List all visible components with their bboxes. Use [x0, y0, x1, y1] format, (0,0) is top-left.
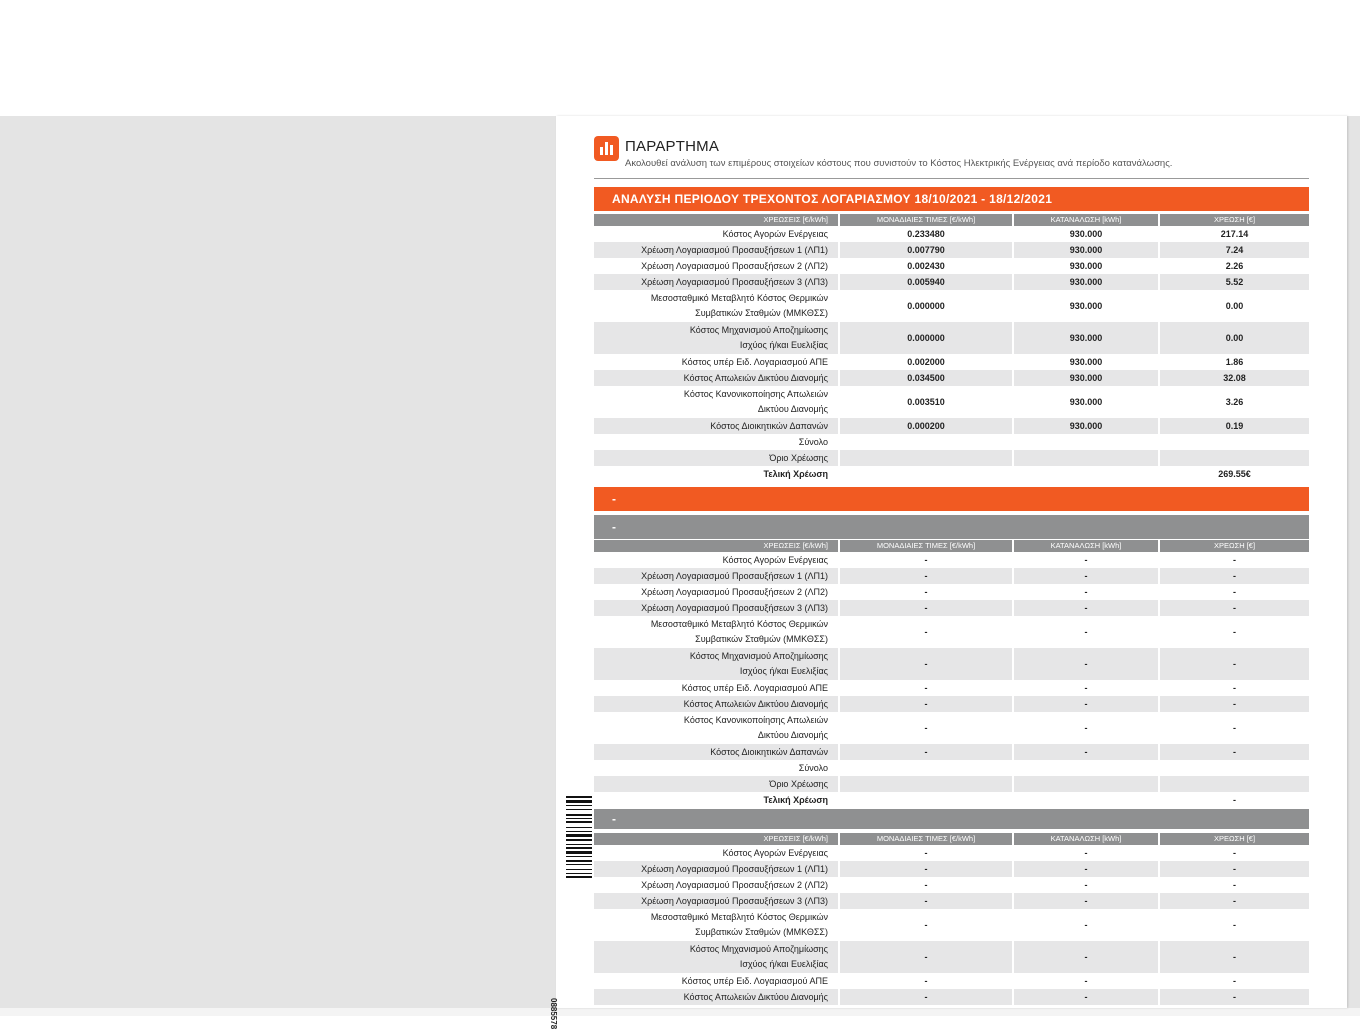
row-label-line: Κόστος Κανονικοποίησης Απωλειών [683, 389, 828, 399]
row-label-line: Κόστος Κανονικοποίησης Απωλειών [683, 715, 828, 725]
serial-number: 0885578 [549, 998, 558, 1029]
column-header: ΜΟΝΑΔΙΑΙΕΣ ΤΙΜΕΣ [€/kWh] [840, 214, 1012, 226]
row-label [594, 386, 838, 418]
unit-price-cell: - [840, 696, 1012, 712]
column-header: ΜΟΝΑΔΙΑΙΕΣ ΤΙΜΕΣ [€/kWh] [840, 540, 1012, 552]
unit-price-cell: - [924, 587, 928, 597]
charge-cell: 7.24 [1160, 242, 1309, 258]
charge-cell: 217.14 [1220, 229, 1249, 239]
consumption-cell [1014, 760, 1158, 776]
table-header [594, 833, 1309, 845]
charge-cell: 3.26 [1225, 397, 1244, 407]
section-title: ΑΝΑΛΥΣΗ ΠΕΡΙΟΔΟΥ ΤΡΕΧΟΝΤΟΣ ΛΟΓΑΡΙΑΣΜΟΥ 18/10/2021 - 18/12/2021 [594, 187, 1309, 211]
consumption-cell: - [1084, 555, 1088, 565]
unit-price-cell: - [840, 893, 1012, 909]
table-row [594, 434, 1309, 450]
unit-price-cell: - [840, 568, 1012, 584]
charge-cell [1160, 760, 1309, 776]
table-row [594, 450, 1309, 466]
table-row [594, 845, 1309, 861]
table-row [594, 354, 1309, 370]
row-label [594, 680, 838, 696]
table-row [594, 370, 1309, 386]
table-row [594, 386, 1309, 418]
charge-cell [1160, 434, 1309, 450]
row-label-line: Χρέωση Λογαριασμού Προσαυξήσεων 2 (ΛΠ2) [641, 879, 828, 890]
unit-price-cell [840, 760, 1012, 776]
row-label-line: Χρέωση Λογαριασμού Προσαυξήσεων 3 (ΛΠ3) [641, 602, 828, 613]
charge-cell: - [1160, 744, 1309, 760]
row-label [594, 989, 838, 1005]
row-label-line: Όριο Χρέωσης [769, 452, 828, 463]
unit-price-cell: 0.002430 [907, 261, 945, 271]
consumption-cell: 930.000 [1069, 301, 1103, 311]
divider [594, 178, 1309, 179]
unit-price-cell: - [924, 920, 928, 930]
unit-price-cell [840, 434, 1012, 450]
row-label [594, 274, 838, 290]
table-row [594, 909, 1309, 941]
table-row [594, 973, 1309, 989]
consumption-cell [1014, 776, 1158, 792]
consumption-cell: 930.000 [1069, 397, 1103, 407]
row-label [594, 552, 838, 568]
consumption-cell: - [1084, 683, 1088, 693]
unit-price-cell: - [840, 861, 1012, 877]
row-label [594, 648, 838, 680]
row-label [594, 616, 838, 648]
table-row [594, 274, 1309, 290]
consumption-cell: - [1014, 941, 1158, 973]
column-header: ΧΡΕΩΣΕΙΣ [€/kWh] [594, 540, 838, 552]
unit-price-cell [840, 466, 1012, 482]
consumption-cell: 930.000 [1069, 229, 1103, 239]
row-label-line: Κόστος Απωλειών Δικτύου Διανομής [683, 698, 828, 709]
unit-price-cell: - [924, 976, 928, 986]
row-label [594, 760, 838, 776]
row-label-line: Δικτύου Διανομής [757, 404, 828, 414]
unit-price-cell: 0.000000 [907, 301, 945, 311]
row-label-line: Χρέωση Λογαριασμού Προσαυξήσεων 1 (ΛΠ1) [641, 244, 828, 255]
row-label-line: Κόστος Απωλειών Δικτύου Διανομής [683, 372, 828, 383]
unit-price-cell: 0.007790 [840, 242, 1012, 258]
row-label [594, 941, 838, 973]
row-label-line: Συμβατικών Σταθμών (ΜΜΚΘΣΣ) [695, 308, 828, 318]
column-header: ΚΑΤΑΝΑΛΩΣΗ [kWh] [1014, 833, 1158, 845]
row-label [594, 450, 838, 466]
charge-cell: - [1233, 723, 1236, 733]
row-label [594, 776, 838, 792]
consumption-cell: - [1014, 861, 1158, 877]
row-label-line: Μεσοσταθμικό Μεταβλητό Κόστος Θερμικών [650, 619, 828, 629]
row-label [594, 584, 838, 600]
charge-cell: - [1233, 683, 1236, 693]
row-label-line: Ισχύος ή/και Ευελιξίας [739, 666, 828, 676]
table-row [594, 648, 1309, 680]
page-title: ΠΑΡΑΡΤΗΜΑ [625, 138, 720, 155]
consumption-cell: - [1084, 587, 1088, 597]
charge-cell: 0.00 [1160, 322, 1309, 354]
charges-table [594, 833, 1309, 1005]
row-label-line: Τελική Χρέωση [763, 794, 828, 805]
table-row [594, 258, 1309, 274]
page-subtitle: Ακολουθεί ανάλυση των επιμέρους στοιχείων κόστους που συνιστούν το Κόστος Ηλεκτρικής Ενέργειας ανά περίοδο κατανάλωσης. [625, 158, 1173, 169]
charge-cell: 0.19 [1160, 418, 1309, 434]
table-row [594, 600, 1309, 616]
subsection-title: - [594, 809, 1309, 829]
unit-price-cell: - [840, 989, 1012, 1005]
subsection-title: - [594, 515, 1309, 539]
row-label-line: Ισχύος ή/και Ευελιξίας [739, 340, 828, 350]
consumption-cell: - [1014, 744, 1158, 760]
row-label [594, 568, 838, 584]
table-row [594, 584, 1309, 600]
column-header: ΧΡΕΩΣΗ [€] [1160, 833, 1309, 845]
consumption-cell: 930.000 [1069, 357, 1103, 367]
row-label-line: Χρέωση Λογαριασμού Προσαυξήσεων 2 (ΛΠ2) [641, 260, 828, 271]
charge-cell: - [1233, 555, 1236, 565]
row-label-line: Δικτύου Διανομής [757, 730, 828, 740]
row-label [594, 354, 838, 370]
row-label [594, 792, 838, 808]
consumption-cell: - [1084, 976, 1088, 986]
unit-price-cell [840, 776, 1012, 792]
table-row [594, 760, 1309, 776]
row-label-line: Ισχύος ή/και Ευελιξίας [739, 959, 828, 969]
charge-cell: - [1160, 989, 1309, 1005]
row-label-line: Κόστος Διοικητικών Δαπανών [710, 420, 828, 431]
unit-price-cell: 0.000000 [840, 322, 1012, 354]
charge-cell: - [1160, 568, 1309, 584]
table-row [594, 877, 1309, 893]
table-row [594, 680, 1309, 696]
charge-cell: 269.55€ [1218, 469, 1251, 479]
table-header [594, 214, 1309, 226]
row-label-line: Κόστος Αγορών Ενέργειας [722, 847, 828, 858]
row-label-line: Κόστος Μηχανισμού Αποζημίωσης [689, 651, 828, 661]
consumption-cell: - [1084, 880, 1088, 890]
row-label-line: Κόστος Απωλειών Δικτύου Διανομής [683, 991, 828, 1002]
row-label-line: Χρέωση Λογαριασμού Προσαυξήσεων 3 (ΛΠ3) [641, 276, 828, 287]
row-label [594, 226, 838, 242]
charge-cell [1160, 776, 1309, 792]
barcode-image [566, 796, 592, 932]
unit-price-cell: - [924, 627, 928, 637]
consumption-cell: - [1084, 920, 1088, 930]
row-label-line: Κόστος Μηχανισμού Αποζημίωσης [689, 944, 828, 954]
row-label [594, 744, 838, 760]
charge-cell: - [1233, 880, 1236, 890]
charge-cell: - [1160, 861, 1309, 877]
charge-cell: 2.26 [1225, 261, 1244, 271]
table-row [594, 616, 1309, 648]
consumption-cell: - [1014, 893, 1158, 909]
table-row [594, 568, 1309, 584]
unit-price-cell: - [840, 648, 1012, 680]
row-label-line: Κόστος Διοικητικών Δαπανών [710, 746, 828, 757]
unit-price-cell: - [924, 683, 928, 693]
row-label-line: Συμβατικών Σταθμών (ΜΜΚΘΣΣ) [695, 927, 828, 937]
table-row [594, 989, 1309, 1005]
column-header: ΚΑΤΑΝΑΛΩΣΗ [kWh] [1014, 214, 1158, 226]
consumption-cell: 930.000 [1014, 274, 1158, 290]
consumption-cell: 930.000 [1014, 242, 1158, 258]
consumption-cell: - [1084, 848, 1088, 858]
consumption-cell [1014, 450, 1158, 466]
consumption-cell: 930.000 [1014, 418, 1158, 434]
row-label-line: Κόστος υπέρ Ειδ. Λογαριασμού ΑΠΕ [681, 682, 828, 693]
charge-cell: - [1233, 920, 1236, 930]
column-header: ΧΡΕΩΣΕΙΣ [€/kWh] [594, 214, 838, 226]
table-row [594, 322, 1309, 354]
charge-cell: - [1233, 976, 1236, 986]
viewer-bottom-strip [0, 1008, 1360, 1016]
consumption-cell: - [1014, 648, 1158, 680]
unit-price-cell: 0.003510 [907, 397, 945, 407]
consumption-cell: - [1014, 568, 1158, 584]
consumption-cell: - [1014, 696, 1158, 712]
unit-price-cell: - [924, 848, 928, 858]
charge-cell: - [1160, 600, 1309, 616]
column-header: ΧΡΕΩΣΗ [€] [1160, 540, 1309, 552]
charge-cell: - [1160, 941, 1309, 973]
row-label-line: Κόστος Αγορών Ενέργειας [722, 228, 828, 239]
unit-price-cell: - [924, 723, 928, 733]
row-label-line: Χρέωση Λογαριασμού Προσαυξήσεων 2 (ΛΠ2) [641, 586, 828, 597]
charges-table [594, 214, 1309, 482]
unit-price-cell: - [924, 555, 928, 565]
row-label-line: Μεσοσταθμικό Μεταβλητό Κόστος Θερμικών [650, 912, 828, 922]
unit-price-cell: - [840, 600, 1012, 616]
row-label-line: Μεσοσταθμικό Μεταβλητό Κόστος Θερμικών [650, 293, 828, 303]
unit-price-cell: 0.002000 [907, 357, 945, 367]
row-label [594, 893, 838, 909]
unit-price-cell [840, 450, 1012, 466]
charge-cell: - [1233, 848, 1236, 858]
column-header: ΧΡΕΩΣΕΙΣ [€/kWh] [594, 833, 838, 845]
charge-cell: - [1160, 696, 1309, 712]
column-header: ΜΟΝΑΔΙΑΙΕΣ ΤΙΜΕΣ [€/kWh] [840, 833, 1012, 845]
table-row [594, 941, 1309, 973]
table-row [594, 861, 1309, 877]
document-page[interactable] [549, 116, 1347, 1029]
row-label [594, 370, 838, 386]
bar-chart-icon [594, 136, 619, 161]
row-label [594, 845, 838, 861]
row-label-line: Χρέωση Λογαριασμού Προσαυξήσεων 1 (ΛΠ1) [641, 863, 828, 874]
row-label [594, 712, 838, 744]
consumption-cell: - [1014, 600, 1158, 616]
unit-price-cell: 0.233480 [907, 229, 945, 239]
row-label [594, 696, 838, 712]
unit-price-cell: 0.000200 [840, 418, 1012, 434]
row-label-line: Κόστος Μηχανισμού Αποζημίωσης [689, 325, 828, 335]
table-row [594, 242, 1309, 258]
column-header: ΧΡΕΩΣΗ [€] [1160, 214, 1309, 226]
row-label [594, 258, 838, 274]
row-label [594, 466, 838, 482]
row-label [594, 877, 838, 893]
consumption-cell: - [1084, 627, 1088, 637]
row-label [594, 861, 838, 877]
charge-cell: - [1233, 627, 1236, 637]
charge-cell: - [1233, 795, 1236, 805]
unit-price-cell: 0.034500 [840, 370, 1012, 386]
consumption-cell: 930.000 [1014, 322, 1158, 354]
row-label-line: Όριο Χρέωσης [769, 778, 828, 789]
consumption-cell: - [1014, 989, 1158, 1005]
unit-price-cell: - [840, 744, 1012, 760]
row-label-line: Χρέωση Λογαριασμού Προσαυξήσεων 3 (ΛΠ3) [641, 895, 828, 906]
table-row [594, 776, 1309, 792]
charge-cell: 1.86 [1225, 357, 1244, 367]
table-row [594, 290, 1309, 322]
charge-cell: 32.08 [1160, 370, 1309, 386]
row-label-line: Κόστος υπέρ Ειδ. Λογαριασμού ΑΠΕ [681, 356, 828, 367]
consumption-cell: 930.000 [1014, 370, 1158, 386]
charge-cell [1160, 450, 1309, 466]
column-header: ΚΑΤΑΝΑΛΩΣΗ [kWh] [1014, 540, 1158, 552]
charge-cell: - [1160, 648, 1309, 680]
consumption-cell: 930.000 [1069, 261, 1103, 271]
unit-price-cell: - [924, 880, 928, 890]
table-row [594, 552, 1309, 568]
row-label [594, 600, 838, 616]
table-row [594, 712, 1309, 744]
section-title: - [594, 487, 1309, 511]
row-label-line: Συμβατικών Σταθμών (ΜΜΚΘΣΣ) [695, 634, 828, 644]
row-label-line: Σύνολο [798, 762, 828, 773]
unit-price-cell: 0.005940 [840, 274, 1012, 290]
row-label [594, 322, 838, 354]
row-label-line: Τελική Χρέωση [763, 468, 828, 479]
table-header [594, 540, 1309, 552]
table-row [594, 893, 1309, 909]
row-label [594, 973, 838, 989]
consumption-cell [1014, 792, 1158, 808]
table-row [594, 418, 1309, 434]
unit-price-cell [840, 792, 1012, 808]
table-row [594, 744, 1309, 760]
charge-cell: - [1160, 893, 1309, 909]
table-row [594, 466, 1309, 482]
unit-price-cell: - [840, 941, 1012, 973]
charge-cell: - [1233, 587, 1236, 597]
charges-table [594, 540, 1309, 808]
consumption-cell [1014, 434, 1158, 450]
row-label-line: Χρέωση Λογαριασμού Προσαυξήσεων 1 (ΛΠ1) [641, 570, 828, 581]
table-row [594, 792, 1309, 808]
row-label [594, 290, 838, 322]
charge-cell: 0.00 [1225, 301, 1244, 311]
row-label-line: Σύνολο [798, 436, 828, 447]
table-row [594, 226, 1309, 242]
charge-cell: 5.52 [1160, 274, 1309, 290]
row-label [594, 909, 838, 941]
row-label-line: Κόστος υπέρ Ειδ. Λογαριασμού ΑΠΕ [681, 975, 828, 986]
row-label-line: Κόστος Αγορών Ενέργειας [722, 554, 828, 565]
row-label [594, 434, 838, 450]
row-label [594, 418, 838, 434]
row-label [594, 242, 838, 258]
consumption-cell [1014, 466, 1158, 482]
table-row [594, 696, 1309, 712]
consumption-cell: - [1084, 723, 1088, 733]
